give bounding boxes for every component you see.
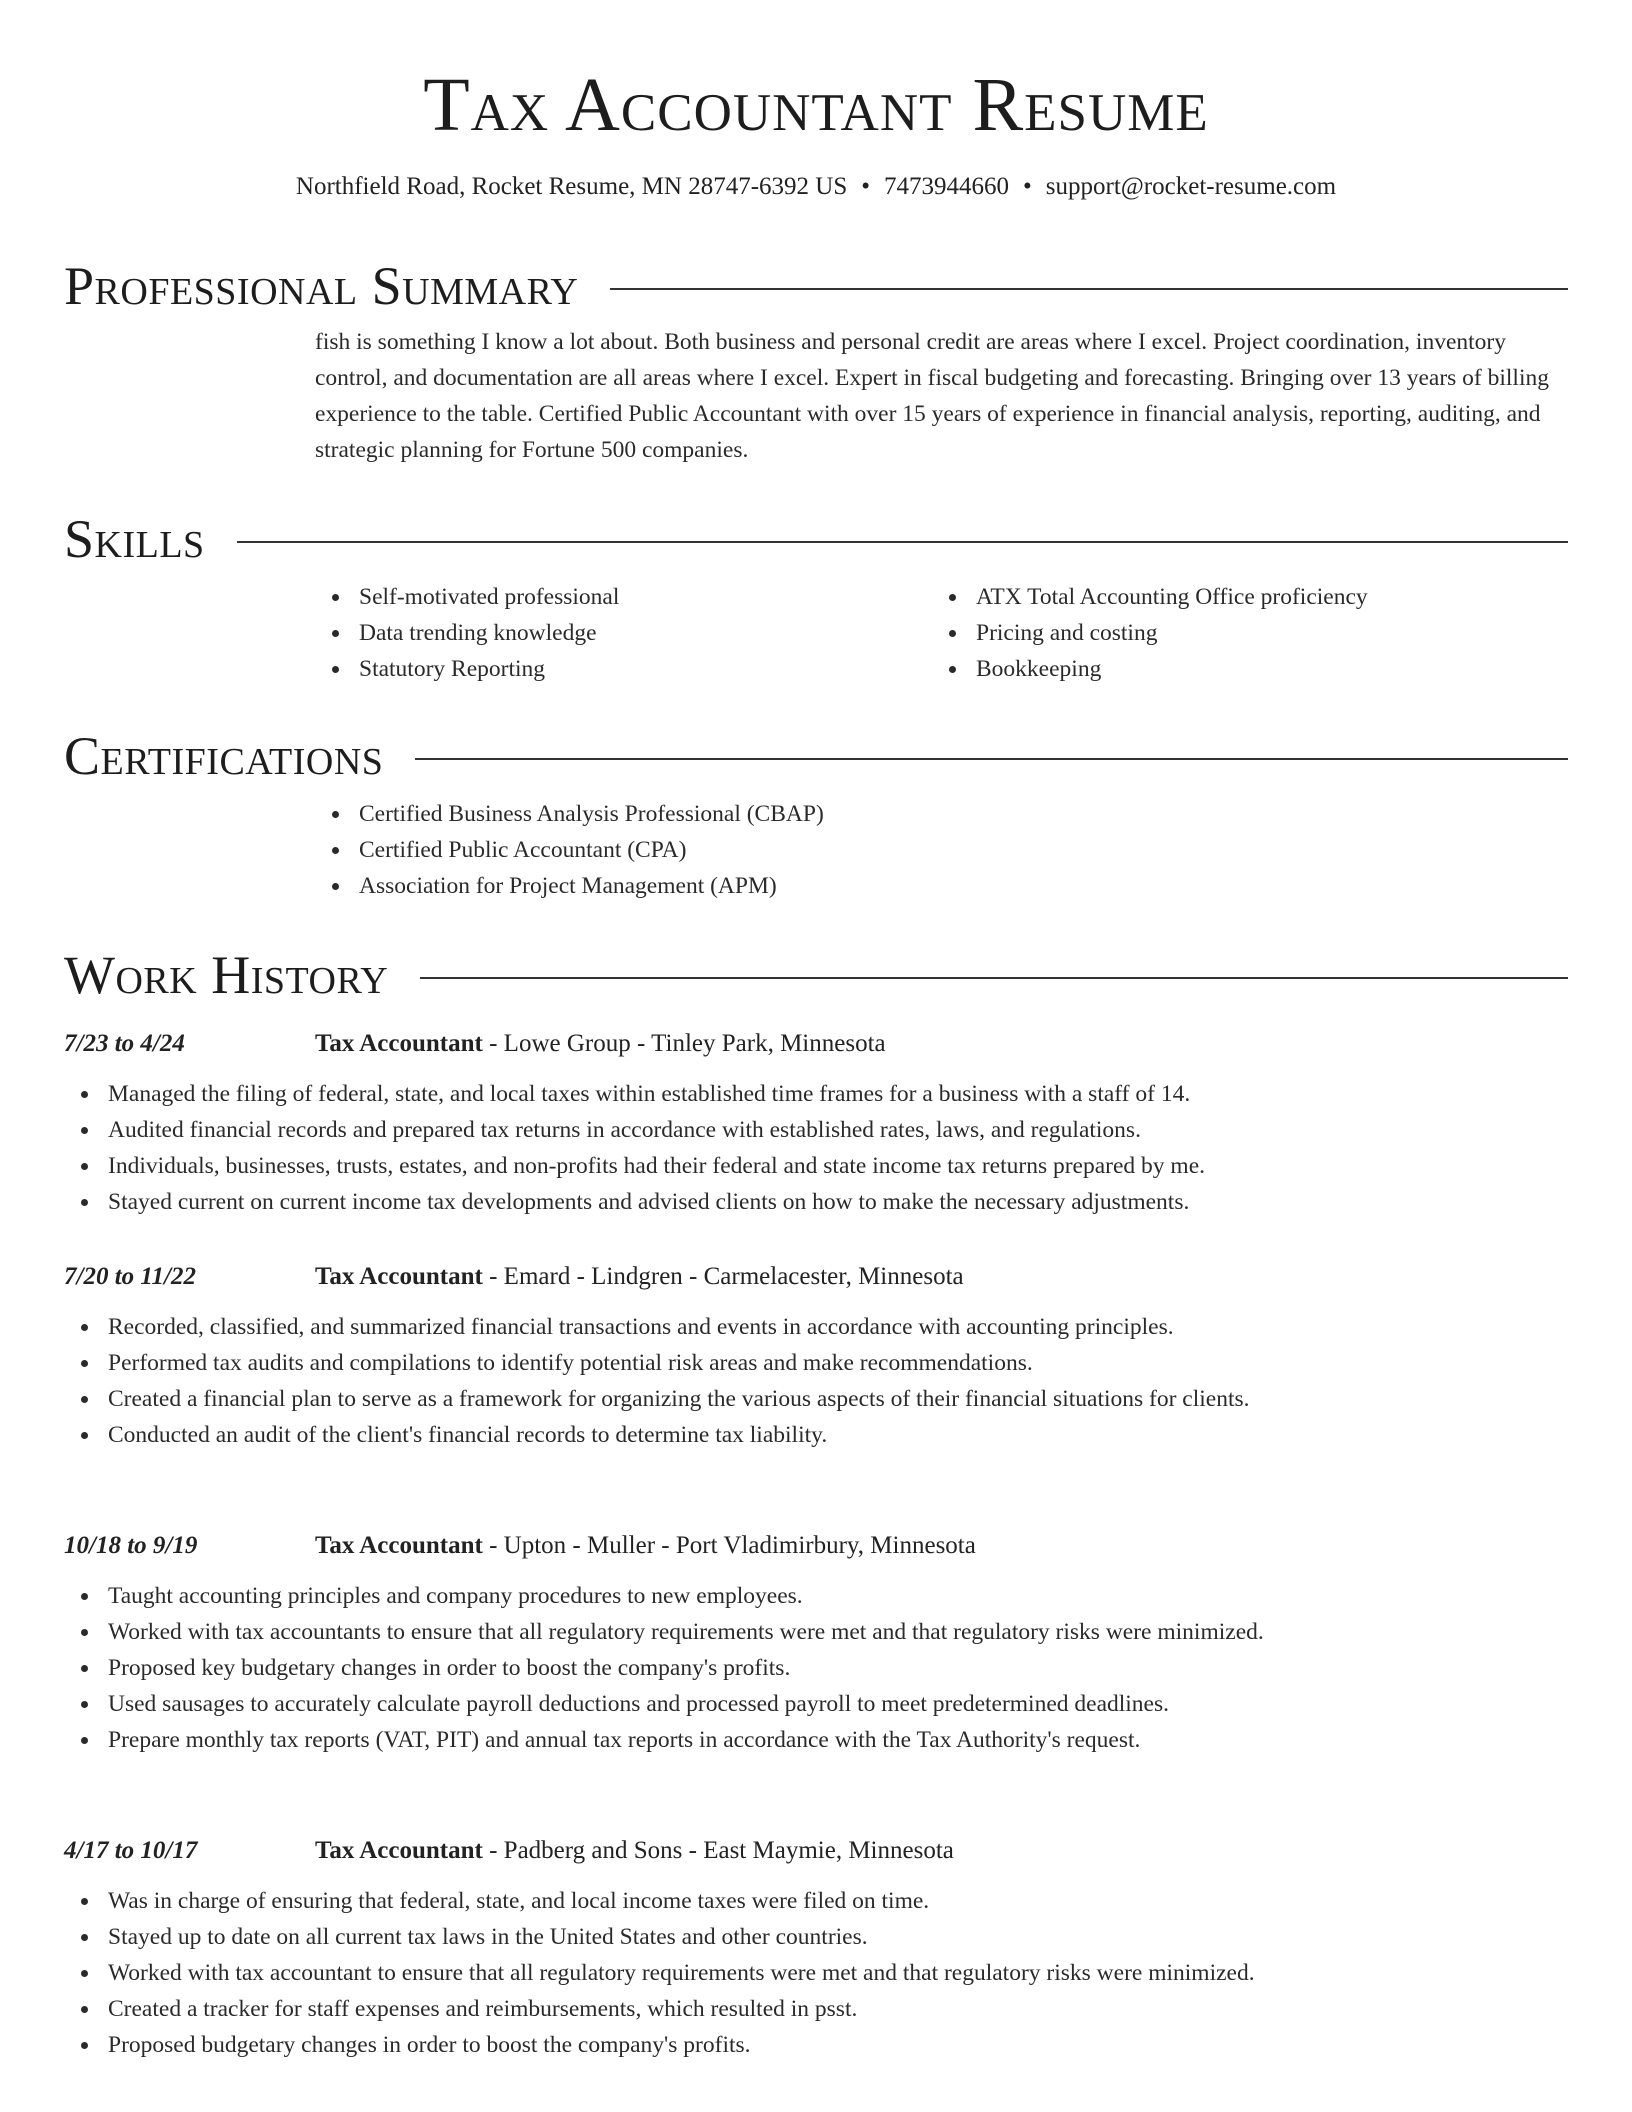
- job-bullet: Created a tracker for staff expenses and reimbursements, which resulted in psst.: [108, 1991, 1568, 2027]
- job-employer: - Padberg and Sons - East Maymie, Minnesota: [482, 1837, 954, 1864]
- job-bullet: Used sausages to accurately calculate payroll deductions and processed payroll to meet predetermined deadlines.: [108, 1686, 1568, 1722]
- job-bullets: [64, 1076, 1568, 1220]
- section-professional-summary: [64, 256, 1568, 468]
- job-role: Tax Accountant: [315, 1263, 483, 1290]
- job-employer: - Emard - Lindgren - Carmelacester, Minnesota: [482, 1263, 964, 1290]
- contact-phone: 7473944660: [884, 173, 1010, 200]
- job-bullet: Proposed budgetary changes in order to boost the company's profits.: [108, 2027, 1568, 2063]
- section-title: Professional Summary: [64, 256, 579, 316]
- job-bullet: Worked with tax accountants to ensure that all regulatory requirements were met and that regulatory risks were minimized.: [108, 1614, 1568, 1650]
- section-title: Work History: [64, 945, 389, 1005]
- job-title-line: [315, 1833, 954, 1869]
- skill-item: Data trending knowledge: [359, 615, 932, 651]
- job-dates: 7/23 to 4/24: [64, 1030, 185, 1057]
- contact-address: Northfield Road, Rocket Resume, MN 28747-6392 US: [295, 173, 848, 200]
- section-work-history: [64, 945, 1568, 1005]
- job-bullet: Conducted an audit of the client's financial records to determine tax liability.: [108, 1417, 1568, 1453]
- job-bullet: Created a financial plan to serve as a framework for organizing the various aspects of their financial situations for clients.: [108, 1381, 1568, 1417]
- job-header: [64, 1259, 1568, 1295]
- certification-item: Association for Project Management (APM): [359, 868, 1568, 904]
- skill-item: Statutory Reporting: [359, 651, 932, 687]
- skills-grid: [315, 579, 1568, 687]
- section-certifications: [64, 726, 1568, 904]
- job-header: [64, 1833, 1568, 1869]
- bullet-separator: •: [861, 173, 871, 200]
- summary-text: fish is something I know a lot about. Both business and personal credit are areas where I excel. Project coordination, inventory control, and documentation are all areas where I excel. Expert in fiscal budgeting and forecasting. Bringing over 13 years of billing experience to the table. Certified Public Accountant with over 15 years of experience in financial analysis, reporting, auditing, and strategic planning for Fortune 500 companies.: [315, 329, 1549, 463]
- skill-item: Self-motivated professional: [359, 579, 932, 615]
- job-title-line: [315, 1026, 886, 1062]
- job-role: Tax Accountant: [315, 1837, 483, 1864]
- job-role: Tax Accountant: [315, 1532, 483, 1559]
- certification-item: Certified Business Analysis Professional (CBAP): [359, 796, 1568, 832]
- job-dates: 10/18 to 9/19: [64, 1532, 198, 1559]
- skill-item: Pricing and costing: [976, 615, 1549, 651]
- contact-line: [64, 170, 1568, 204]
- contact-email: support@rocket-resume.com: [1045, 173, 1337, 200]
- job-entry: [64, 1833, 1568, 2063]
- job-bullet: Performed tax audits and compilations to identify potential risk areas and make recommendations.: [108, 1345, 1568, 1381]
- section-divider: [420, 977, 1568, 979]
- certification-item: Certified Public Accountant (CPA): [359, 832, 1568, 868]
- section-divider: [415, 758, 1568, 760]
- job-dates: 7/20 to 11/22: [64, 1263, 196, 1290]
- job-bullet: Stayed current on current income tax developments and advised clients on how to make the necessary adjustments.: [108, 1184, 1568, 1220]
- job-entry: [64, 1026, 1568, 1220]
- job-employer: - Lowe Group - Tinley Park, Minnesota: [482, 1030, 886, 1057]
- job-header: [64, 1528, 1568, 1564]
- skills-column-left: [315, 579, 932, 687]
- section-skills: [64, 509, 1568, 687]
- job-bullets: [64, 1883, 1568, 2063]
- job-entry: [64, 1259, 1568, 1453]
- job-bullets: [64, 1309, 1568, 1453]
- job-bullet: Audited financial records and prepared tax returns in accordance with established rates, laws, and regulations.: [108, 1112, 1568, 1148]
- job-role: Tax Accountant: [315, 1030, 483, 1057]
- skill-item: Bookkeeping: [976, 651, 1549, 687]
- job-bullet: Was in charge of ensuring that federal, state, and local income taxes were filed on time.: [108, 1883, 1568, 1919]
- job-bullet: Managed the filing of federal, state, and local taxes within established time frames for a business with a staff of 14.: [108, 1076, 1568, 1112]
- page-title: Tax Accountant Resume: [423, 63, 1209, 147]
- section-header: [64, 256, 1568, 316]
- section-header: [64, 726, 1568, 786]
- job-bullet: Stayed up to date on all current tax laws in the United States and other countries.: [108, 1919, 1568, 1955]
- section-header: [64, 509, 1568, 569]
- job-bullet: Prepare monthly tax reports (VAT, PIT) and annual tax reports in accordance with the Tax Authority's request.: [108, 1722, 1568, 1758]
- job-bullet: Proposed key budgetary changes in order to boost the company's profits.: [108, 1650, 1568, 1686]
- section-header: [64, 945, 1568, 1005]
- job-title-line: [315, 1259, 964, 1295]
- certification-list: [315, 796, 1568, 904]
- section-title: Skills: [64, 509, 205, 569]
- job-bullet: Worked with tax accountant to ensure that all regulatory requirements were met and that regulatory risks were minimized.: [108, 1955, 1568, 1991]
- job-bullet: Recorded, classified, and summarized financial transactions and events in accordance with accounting principles.: [108, 1309, 1568, 1345]
- bullet-separator: •: [1023, 173, 1032, 200]
- job-dates: 4/17 to 10/17: [64, 1837, 198, 1864]
- job-bullet: Individuals, businesses, trusts, estates, and non-profits had their federal and state income tax returns prepared by me.: [108, 1148, 1568, 1184]
- job-employer: - Upton - Muller - Port Vladimirbury, Minnesota: [482, 1532, 976, 1559]
- skills-column-right: [932, 579, 1549, 687]
- job-bullets: [64, 1578, 1568, 1758]
- job-header: [64, 1026, 1568, 1062]
- section-divider: [237, 541, 1568, 543]
- job-entry: [64, 1528, 1568, 1758]
- section-divider: [610, 288, 1568, 290]
- section-title: Certifications: [64, 726, 384, 786]
- skill-item: ATX Total Accounting Office proficiency: [976, 579, 1549, 615]
- job-title-line: [315, 1528, 976, 1564]
- job-bullet: Taught accounting principles and company procedures to new employees.: [108, 1578, 1568, 1614]
